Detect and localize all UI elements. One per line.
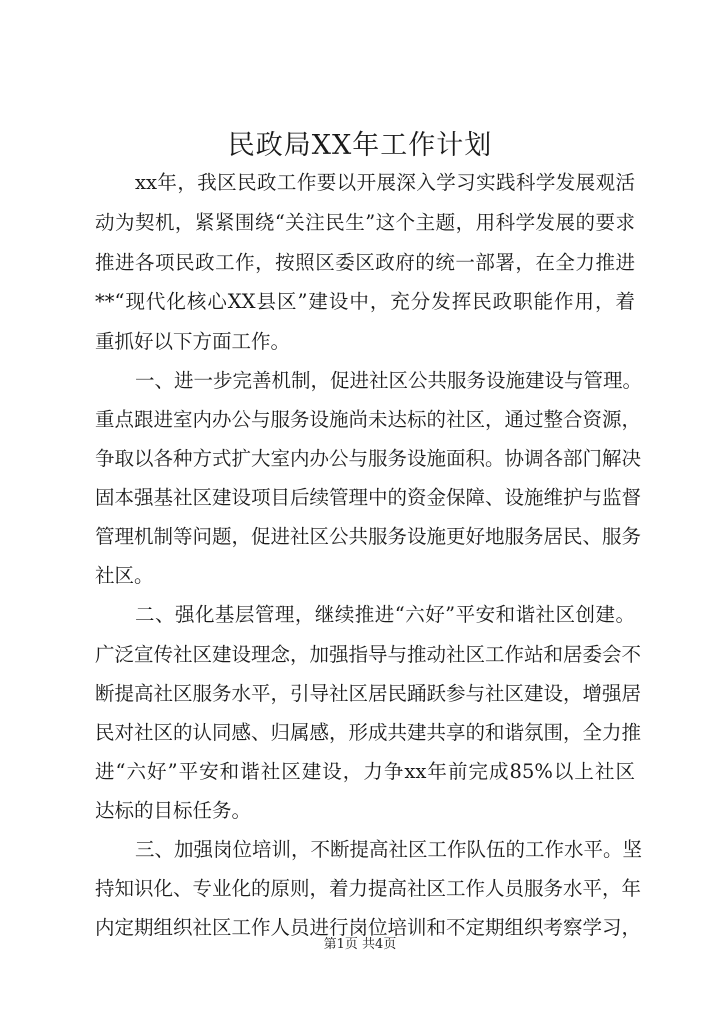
body-line: 争取以各种方式扩大室内办公与服务设施面积。协调各部门解决 [95, 447, 642, 470]
body-line: 内定期组织社区工作人员进行岗位培训和不定期组织考察学习， [95, 916, 642, 939]
body-line: 达标的目标任务。 [95, 799, 252, 822]
section-heading-line: 二、强化基层管理，继续推进“六好”平安和谐社区创建。 [135, 603, 635, 626]
body-line: 广泛宣传社区建设理念，加强指导与推动社区工作站和居委会不 [95, 643, 642, 666]
body-line: 重点跟进室内办公与服务设施尚未达标的社区，通过整合资源， [95, 408, 642, 431]
body-line: 社区。 [95, 564, 154, 587]
body-line: 固本强基社区建设项目后续管理中的资金保障、设施维护与监督 [95, 486, 642, 509]
body-line: 断提高社区服务水平，引导社区居民踊跃参与社区建设，增强居 [95, 682, 642, 705]
body-line: 动为契机，紧紧围绕“关注民生”这个主题，用科学发展的要求 [95, 211, 635, 234]
section-heading-line: 三、加强岗位培训，不断提高社区工作队伍的工作水平。坚 [135, 838, 643, 861]
page-footer: 第1页 共4页 [323, 937, 397, 952]
body-line: **“现代化核心XX县区”建设中，充分发挥民政职能作用，着 [95, 290, 635, 313]
body-line: 民对社区的认同感、归属感，形成共建共享的和谐氛围，全力推 [95, 721, 642, 744]
document-title: 民政局XX年工作计划 [227, 130, 493, 161]
body-line: 管理机制等问题，促进社区公共服务设施更好地服务居民、服务 [95, 525, 642, 548]
body-line: xx年，我区民政工作要以开展深入学习实践科学发展观活 [135, 171, 635, 194]
body-line: 重抓好以下方面工作。 [95, 330, 291, 353]
body-line: 进“六好”平安和谐社区建设，力争xx年前完成85%以上社区 [95, 760, 635, 783]
body-line: 推进各项民政工作，按照区委区政府的统一部署，在全力推进 [95, 251, 635, 274]
section-heading-line: 一、进一步完善机制，促进社区公共服务设施建设与管理。 [135, 369, 643, 392]
body-line: 持知识化、专业化的原则，着力提高社区工作人员服务水平，年 [95, 877, 642, 900]
